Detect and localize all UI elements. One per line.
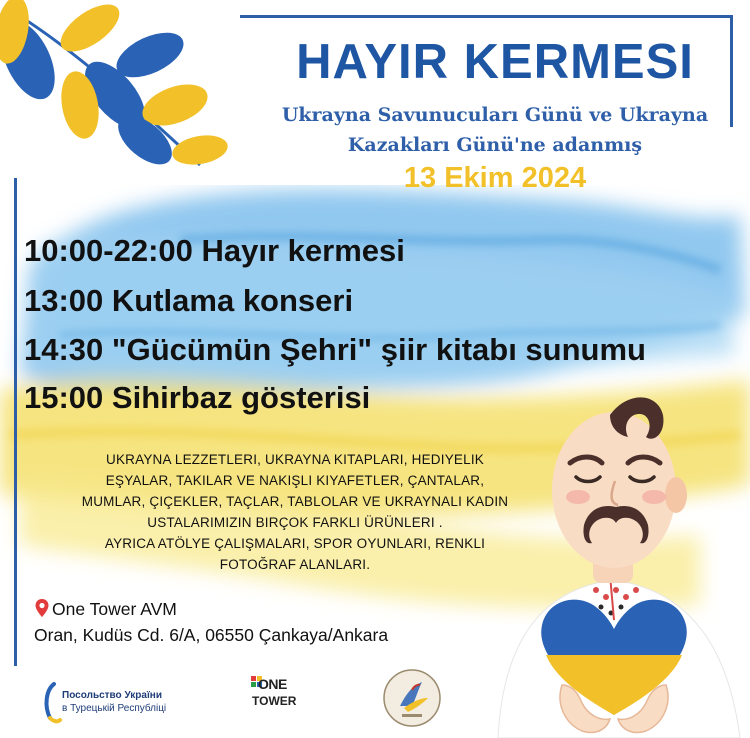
subtitle-line-1: Ukrayna Savunucuları Günü ve Ukrayna: [281, 104, 709, 126]
venue-line: [34, 598, 177, 620]
frame-line-left: [14, 178, 17, 666]
event-title: HAYIR KERMESI: [296, 35, 694, 89]
venue-name: One Tower AVM: [52, 599, 177, 619]
description-line: USTALARIMIZIN BIRÇOK FARKLI ÜRÜNLERI .: [147, 515, 443, 530]
embassy-name-line-1: Посольство України: [62, 690, 162, 701]
event-date: 13 Ekim 2024: [403, 162, 587, 194]
description-line: MUMLAR, ÇIÇEKLER, TAÇLAR, TABLOLAR VE UKRAYNALI KADIN: [81, 494, 509, 509]
cossack-illustration-icon: [478, 385, 750, 738]
schedule-item: 15:00 Sihirbaz gösterisi: [24, 380, 371, 415]
one-tower-logo-text-2: TOWER: [252, 694, 297, 708]
one-tower-logo-text-1: ONE: [258, 676, 287, 692]
venue-address: Oran, Kudüs Cd. 6/A, 06550 Çankaya/Ankara: [34, 625, 389, 645]
description-block: [60, 449, 530, 575]
embassy-logo-icon: [36, 676, 196, 726]
crane-emblem-icon: [382, 668, 442, 728]
map-pin-icon: [34, 598, 50, 618]
frame-line-top: [240, 15, 733, 18]
description-line: UKRAYNA LEZZETLERI, UKRAYNA KITAPLARI, HEDIYELIK: [106, 452, 484, 467]
description-line: EŞYALAR, TAKILAR VE NAKIŞLI KIYAFETLER, ÇANTALAR,: [105, 473, 485, 488]
subtitle-line-2: Kazakları Günü'ne adanmış: [347, 134, 643, 156]
schedule-item: 14:30 "Gücümün Şehri" şiir kitabı sunumu: [24, 332, 646, 367]
description-line: FOTOĞRAF ALANLARI.: [219, 557, 371, 572]
leaf-branch-icon: [0, 0, 230, 185]
embassy-name-line-2: в Турецькій Республіці: [62, 703, 167, 714]
description-line: AYRICA ATÖLYE ÇALIŞMALARI, SPOR OYUNLARI, RENKLI: [104, 536, 486, 551]
schedule-item: 10:00-22:00 Hayır kermesi: [24, 233, 405, 268]
schedule-item: 13:00 Kutlama konseri: [24, 283, 354, 318]
